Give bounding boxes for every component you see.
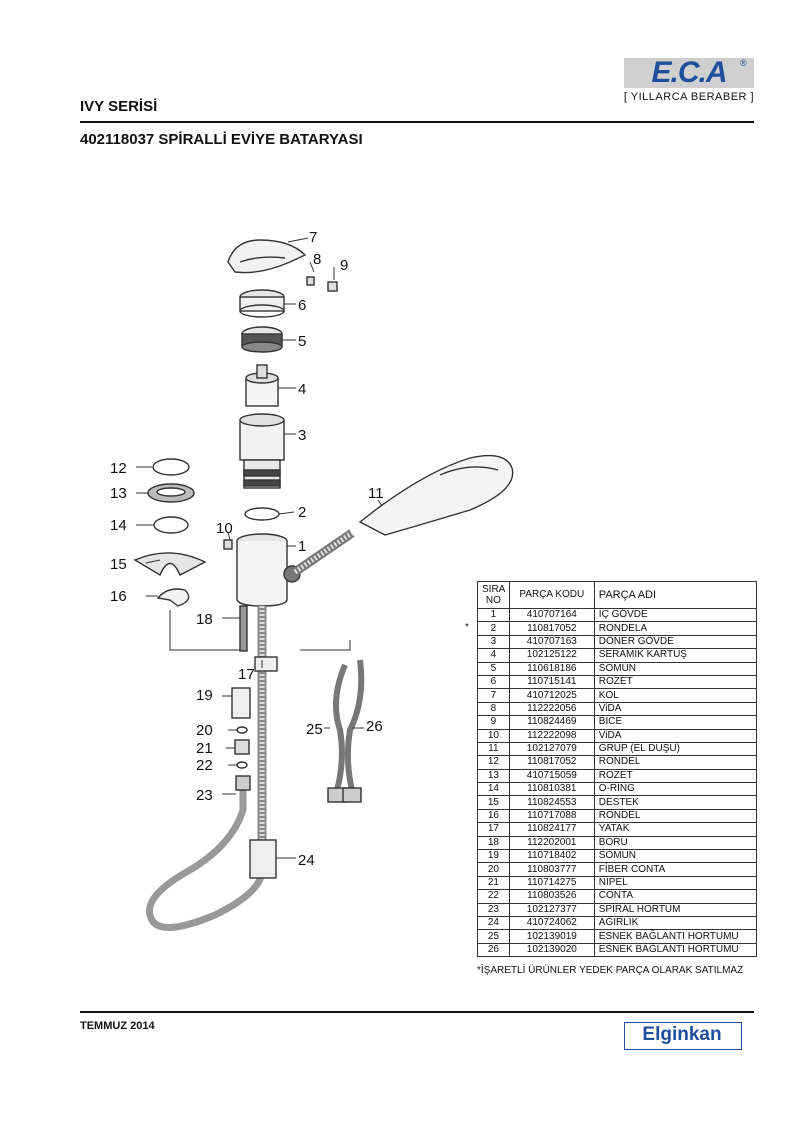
row-part-code: 410712025	[509, 689, 594, 702]
table-row	[478, 729, 757, 742]
row-no: 17	[478, 823, 510, 836]
row-no: 2	[478, 622, 510, 635]
row-part-name: RONDEL	[594, 809, 756, 822]
footnote: *İŞARETLİ ÜRÜNLER YEDEK PARÇA OLARAK SATILMAZ	[477, 965, 744, 976]
table-row	[478, 796, 757, 809]
row-part-name: FİBER CONTA	[594, 863, 756, 876]
row-part-code: 102139019	[509, 930, 594, 943]
row-no: 16	[478, 809, 510, 822]
row-part-code: 110618186	[509, 662, 594, 675]
part-oring-14	[154, 517, 188, 533]
row-no: 1	[478, 609, 510, 622]
row-no: 12	[478, 756, 510, 769]
label-2: 2	[298, 504, 307, 521]
table-row	[478, 876, 757, 889]
label-5: 5	[298, 333, 307, 350]
table-row	[478, 662, 757, 675]
eca-logo: E.C.A	[651, 56, 727, 89]
table-header-row	[478, 582, 757, 609]
row-part-code: 110803777	[509, 863, 594, 876]
label-1: 1	[298, 538, 307, 555]
label-20: 20	[196, 722, 213, 739]
label-19: 19	[196, 687, 213, 704]
row-part-code: 410707163	[509, 635, 594, 648]
label-17: 17	[238, 666, 255, 683]
row-part-name: SOMUN	[594, 662, 756, 675]
document-date: TEMMUZ 2014	[80, 1020, 155, 1032]
row-part-code: 112202001	[509, 836, 594, 849]
label-6: 6	[298, 297, 307, 314]
row-no: 22	[478, 890, 510, 903]
table-row	[478, 756, 757, 769]
part-screw	[307, 277, 314, 285]
label-24: 24	[298, 852, 315, 869]
row-part-code: 110715141	[509, 675, 594, 688]
row-part-name: ROZET	[594, 769, 756, 782]
row-no: 10	[478, 729, 510, 742]
row-part-code: 410715059	[509, 769, 594, 782]
header-parca-adi: PARÇA ADI	[594, 582, 756, 609]
label-9: 9	[340, 257, 349, 274]
table-row	[478, 769, 757, 782]
row-part-name: AĞIRLIK	[594, 916, 756, 929]
table-row	[478, 702, 757, 715]
row-part-name: ROZET	[594, 675, 756, 688]
parts-table-body	[478, 609, 757, 957]
row-part-name: ESNEK BAĞLANTI HORTUMU	[594, 943, 756, 956]
label-16: 16	[110, 588, 127, 605]
spare-part-marker: *	[465, 622, 469, 633]
row-part-code: 112222056	[509, 702, 594, 715]
header-sira-no: SIRA NO	[478, 582, 510, 609]
table-row	[478, 809, 757, 822]
label-11: 11	[368, 485, 384, 502]
row-part-code: 410707164	[509, 609, 594, 622]
row-part-code: 110824469	[509, 716, 594, 729]
row-no: 15	[478, 796, 510, 809]
label-14: 14	[110, 517, 127, 534]
row-no: 19	[478, 850, 510, 863]
label-23: 23	[196, 787, 213, 804]
row-part-code: 110810381	[509, 783, 594, 796]
part-nipple	[235, 740, 249, 754]
label-18: 18	[196, 611, 213, 628]
row-no: 3	[478, 635, 510, 648]
row-no: 9	[478, 716, 510, 729]
footer-divider	[80, 1011, 754, 1013]
row-no: 6	[478, 675, 510, 688]
part-weight	[250, 840, 276, 878]
row-no: 11	[478, 742, 510, 755]
table-row	[478, 622, 757, 635]
row-part-name: BİCE	[594, 716, 756, 729]
table-row	[478, 890, 757, 903]
row-no: 21	[478, 876, 510, 889]
elginkan-logo: Elginkan	[642, 1024, 722, 1045]
part-rondel-16	[158, 589, 189, 606]
part-gasket-22	[237, 762, 247, 768]
row-part-name: NİPEL	[594, 876, 756, 889]
table-row	[478, 930, 757, 943]
part-washer	[245, 508, 279, 520]
row-no: 18	[478, 836, 510, 849]
row-part-code: 410724062	[509, 916, 594, 929]
row-part-name: CONTA	[594, 890, 756, 903]
row-part-code: 110803526	[509, 890, 594, 903]
row-no: 7	[478, 689, 510, 702]
table-row	[478, 943, 757, 956]
row-part-name: RONDEL	[594, 756, 756, 769]
row-no: 25	[478, 930, 510, 943]
row-part-code: 102125122	[509, 649, 594, 662]
label-4: 4	[298, 381, 307, 398]
table-row	[478, 823, 757, 836]
row-part-name: RONDELA	[594, 622, 756, 635]
label-10: 10	[216, 520, 233, 537]
row-part-name: SOMUN	[594, 850, 756, 863]
table-row	[478, 689, 757, 702]
label-26: 26	[366, 718, 383, 735]
part-inner-body	[237, 541, 287, 606]
row-part-code: 102127377	[509, 903, 594, 916]
label-22: 22	[196, 757, 213, 774]
label-21: 21	[196, 740, 213, 757]
slogan: [ YILLARCA BERABER ]	[623, 91, 755, 103]
table-row	[478, 635, 757, 648]
row-part-code: 112222098	[509, 729, 594, 742]
part-nut-19	[232, 688, 250, 718]
row-no: 14	[478, 783, 510, 796]
row-part-name: O-RİNG	[594, 783, 756, 796]
table-row	[478, 716, 757, 729]
row-no: 24	[478, 916, 510, 929]
label-3: 3	[298, 427, 307, 444]
table-row	[478, 903, 757, 916]
part-screw-10	[224, 540, 232, 549]
row-part-name: İÇ GÖVDE	[594, 609, 756, 622]
label-25: 25	[306, 721, 323, 738]
part-bearing	[255, 657, 277, 671]
row-part-name: BORU	[594, 836, 756, 849]
row-part-name: ESNEK BAĞLANTI HORTUMU	[594, 930, 756, 943]
row-part-code: 110817052	[509, 622, 594, 635]
table-row	[478, 783, 757, 796]
table-row	[478, 675, 757, 688]
part-flex-hose-25	[336, 665, 345, 790]
header-divider	[80, 121, 754, 123]
label-8: 8	[313, 251, 322, 268]
part-rondel-12	[153, 459, 189, 475]
row-part-code: 102139020	[509, 943, 594, 956]
row-no: 8	[478, 702, 510, 715]
product-title: 402118037 SPİRALLİ EVİYE BATARYASI	[80, 131, 363, 148]
row-part-code: 102127079	[509, 742, 594, 755]
exploded-parts-diagram	[80, 210, 520, 970]
part-flex-hose-26	[348, 660, 361, 790]
row-no: 4	[478, 649, 510, 662]
table-row	[478, 836, 757, 849]
row-part-name: DESTEK	[594, 796, 756, 809]
table-row	[478, 863, 757, 876]
row-no: 23	[478, 903, 510, 916]
row-part-name: ViDA	[594, 729, 756, 742]
row-part-name: DÖNER GÖVDE	[594, 635, 756, 648]
row-part-code: 110718402	[509, 850, 594, 863]
row-part-code: 110714275	[509, 876, 594, 889]
part-bice	[328, 282, 337, 291]
table-row	[478, 742, 757, 755]
part-fiber-gasket	[237, 727, 247, 733]
row-part-name: SPİRAL HORTUM	[594, 903, 756, 916]
row-part-name: ViDA	[594, 702, 756, 715]
label-13: 13	[110, 485, 127, 502]
label-15: 15	[110, 556, 127, 573]
part-support-15	[135, 553, 205, 575]
row-part-code: 110717088	[509, 809, 594, 822]
table-row	[478, 916, 757, 929]
table-row	[478, 649, 757, 662]
row-part-code: 110817052	[509, 756, 594, 769]
table-row	[478, 609, 757, 622]
row-no: 20	[478, 863, 510, 876]
registered-mark: ®	[740, 58, 747, 68]
label-7: 7	[309, 229, 318, 246]
row-part-name: KOL	[594, 689, 756, 702]
parts-table	[477, 581, 757, 957]
row-part-code: 110824553	[509, 796, 594, 809]
row-no: 5	[478, 662, 510, 675]
part-threaded-tube	[240, 606, 247, 651]
header-parca-kodu: PARÇA KODU	[509, 582, 594, 609]
row-no: 13	[478, 769, 510, 782]
row-part-name: YATAK	[594, 823, 756, 836]
series-title: IVY SERİSİ	[80, 98, 158, 115]
label-12: 12	[110, 460, 127, 477]
table-row	[478, 850, 757, 863]
row-part-code: 110824177	[509, 823, 594, 836]
row-part-name: SERAMİK KARTUŞ	[594, 649, 756, 662]
part-lever	[228, 240, 305, 273]
row-no: 26	[478, 943, 510, 956]
row-part-name: GRUP (EL DUŞU)	[594, 742, 756, 755]
